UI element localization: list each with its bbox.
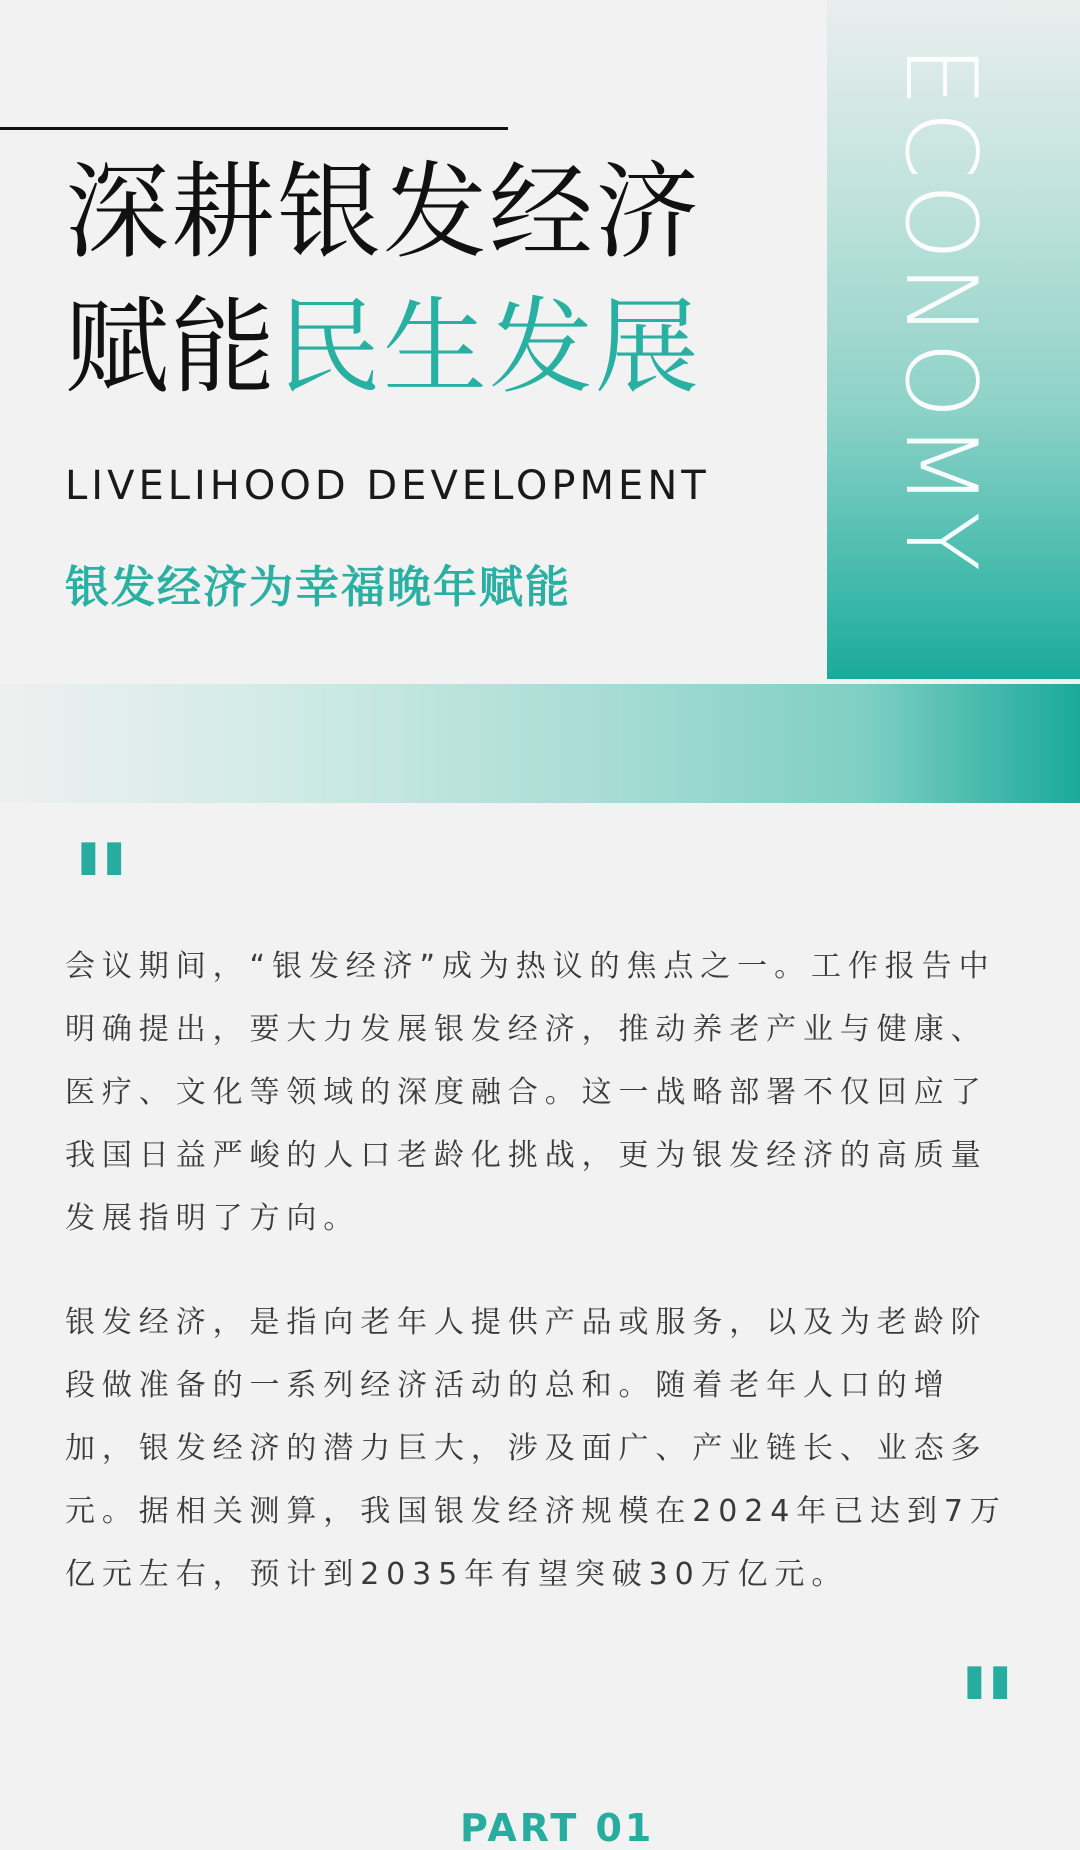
paragraph-1: 会议期间，“银发经济”成为热议的焦点之一。工作报告中明确提出，要大力发展银发经济，推动养老产业与健康、医疗、文化等领域的深度融合。这一战略部署不仅回应了我国日益严峻的人口老龄化挑战，更为银发经济的高质量发展指明了方向。 — [65, 949, 996, 1236]
header-rule — [0, 127, 508, 130]
english-title: LIVELIHOOD DEVELOPMENT — [65, 463, 710, 509]
side-vertical-word: ECONOMY — [883, 45, 997, 576]
headline — [65, 145, 701, 415]
paragraph-2: 银发经济，是指向老年人提供产品或服务，以及为老龄阶段做准备的一系列经济活动的总和。随着老年人口的增加，银发经济的潜力巨大，涉及面广、产业链长、业态多元。据相关测算，我国银发经济规模在2024年已达到7万亿元左右，预计到2035年有望突破30万亿元。 — [65, 1305, 1007, 1592]
open-quote-icon: " — [70, 820, 133, 959]
headline-line1: 深耕银发经济 — [65, 151, 702, 273]
headline-line2-black: 赋能 — [65, 286, 278, 408]
gradient-band — [0, 684, 1080, 803]
close-quote-icon: " — [956, 1644, 1019, 1783]
subtitle: 银发经济为幸福晚年赋能 — [65, 562, 571, 613]
part-label: PART 01 — [460, 1806, 655, 1850]
headline-line2-accent: 民生发展 — [277, 286, 702, 408]
